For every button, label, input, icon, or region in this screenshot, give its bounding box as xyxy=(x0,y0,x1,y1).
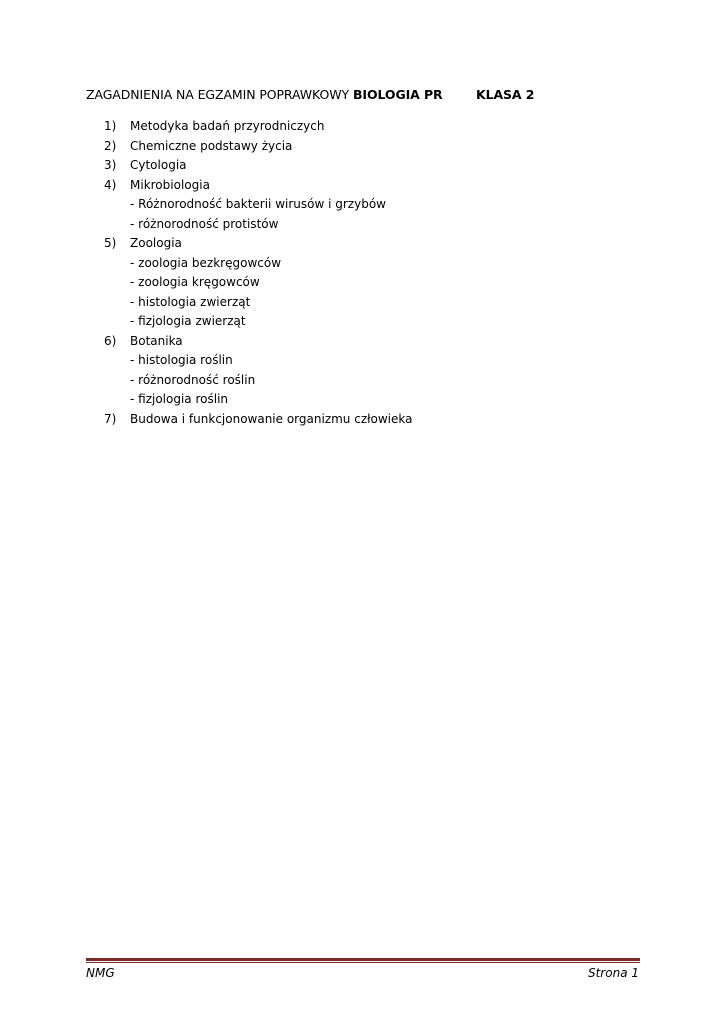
topic-item xyxy=(104,117,413,137)
subtopic-item: - różnorodność roślin xyxy=(130,372,256,387)
topic-label: Cytologia xyxy=(130,158,187,172)
heading-subject: BIOLOGIA PR xyxy=(353,87,443,102)
topic-item xyxy=(104,176,413,235)
topic-label: Budowa i funkcjonowanie organizmu człowieka xyxy=(130,411,413,426)
topic-label: Botanika xyxy=(130,333,183,348)
topic-number: 3) xyxy=(104,158,117,172)
topic-row xyxy=(104,117,413,137)
topic-item xyxy=(104,156,413,176)
topic-number: 4) xyxy=(104,177,117,192)
subtopic-item: - Różnorodność bakterii wirusów i grzybów xyxy=(130,197,386,211)
document-heading xyxy=(86,87,535,102)
topic-row xyxy=(104,332,413,352)
subtopic-item: - histologia zwierząt xyxy=(130,294,251,309)
subtopic-item: - zoologia kręgowców xyxy=(130,275,260,289)
subtopic-item: - różnorodność protistów xyxy=(130,216,279,231)
topic-label: Zoologia xyxy=(130,236,182,250)
footer-page-number: Strona 1 xyxy=(587,966,639,980)
subtopic-item: - zoologia bezkręgowców xyxy=(130,255,282,270)
topic-row xyxy=(104,156,413,176)
subtopic-item: - fizjologia zwierząt xyxy=(130,314,246,328)
topic-list xyxy=(104,117,413,429)
topic-label: Metodyka badań przyrodniczych xyxy=(130,119,325,133)
topic-number: 1) xyxy=(104,119,117,133)
topic-number: 2) xyxy=(104,138,117,153)
topic-number: 7) xyxy=(104,411,117,426)
subtopic-item: - histologia roślin xyxy=(130,353,233,367)
subtopic-item: - fizjologia roślin xyxy=(130,392,229,406)
footer-author: NMG xyxy=(86,966,115,980)
topic-row xyxy=(104,234,413,254)
footer-rule-thin xyxy=(86,962,640,963)
topic-item xyxy=(104,234,413,332)
footer-rule xyxy=(86,958,640,961)
topic-label: Mikrobiologia xyxy=(130,177,210,192)
topic-item xyxy=(104,410,413,430)
topic-item xyxy=(104,137,413,157)
topic-number: 6) xyxy=(104,333,117,348)
topic-row xyxy=(104,137,413,157)
topic-label: Chemiczne podstawy życia xyxy=(130,138,293,153)
heading-class: KLASA 2 xyxy=(476,87,535,102)
topic-row xyxy=(104,176,413,196)
topic-item xyxy=(104,332,413,410)
topic-number: 5) xyxy=(104,236,117,250)
heading-title: ZAGADNIENIA NA EGZAMIN POPRAWKOWY xyxy=(86,87,349,102)
topic-row xyxy=(104,410,413,430)
